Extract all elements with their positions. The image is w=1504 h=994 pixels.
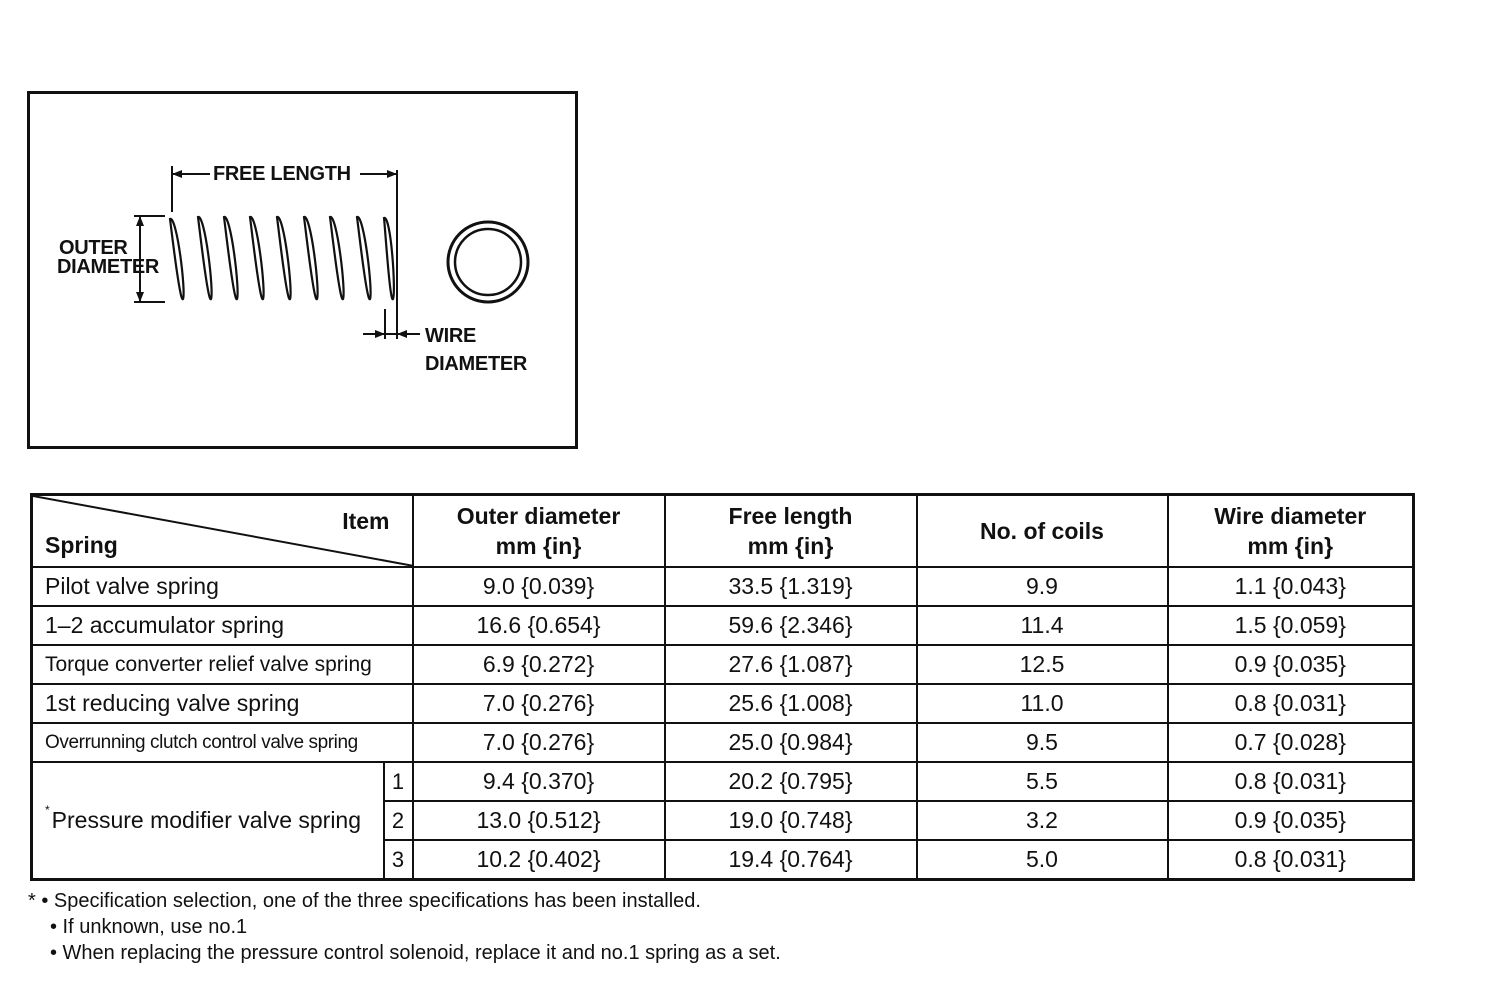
free-length-value: 25.0 {0.984}	[665, 723, 917, 762]
wire-diameter-value: 0.9 {0.035}	[1168, 645, 1414, 684]
header-wire-diameter-title: Wire diameter	[1214, 503, 1367, 529]
wire-diameter-value: 0.7 {0.028}	[1168, 723, 1414, 762]
variant-number: 3	[384, 840, 413, 880]
outer-diameter-value: 9.4 {0.370}	[413, 762, 665, 801]
header-wire-diameter	[1168, 495, 1414, 568]
outer-diameter-label-2: DIAMETER	[57, 256, 160, 278]
wire-diameter-value: 1.1 {0.043}	[1168, 567, 1414, 606]
footnote-unknown: • If unknown, use no.1	[50, 916, 248, 938]
coils-value: 11.0	[917, 684, 1168, 723]
coils-value: 9.9	[917, 567, 1168, 606]
spring-name: Pilot valve spring	[32, 567, 413, 606]
table-header-row	[32, 495, 1414, 568]
free-length-value: 19.0 {0.748}	[665, 801, 917, 840]
header-free-length	[665, 495, 917, 568]
header-item: Item	[342, 508, 390, 534]
table-row	[32, 684, 1414, 723]
coils-value: 5.5	[917, 762, 1168, 801]
footnote-replacement: • When replacing the pressure control solenoid, replace it and no.1 spring as a set.	[50, 942, 781, 964]
outer-diameter-value: 7.0 {0.276}	[413, 723, 665, 762]
free-length-value: 33.5 {1.319}	[665, 567, 917, 606]
table-row	[32, 606, 1414, 645]
free-length-value: 20.2 {0.795}	[665, 762, 917, 801]
wire-diameter-value: 0.8 {0.031}	[1168, 840, 1414, 880]
wire-diameter-value: 0.8 {0.031}	[1168, 684, 1414, 723]
header-coils: No. of coils	[917, 495, 1168, 568]
spring-name: Torque converter relief valve spring	[32, 645, 413, 684]
table-row	[32, 645, 1414, 684]
table-row	[32, 567, 1414, 606]
spring-name: 1–2 accumulator spring	[32, 606, 413, 645]
wire-diameter-value: 0.9 {0.035}	[1168, 801, 1414, 840]
outer-diameter-value: 16.6 {0.654}	[413, 606, 665, 645]
coils-value: 5.0	[917, 840, 1168, 880]
coils-value: 11.4	[917, 606, 1168, 645]
wire-diameter-label: WIRE	[425, 325, 477, 347]
spring-dimension-figure	[27, 91, 578, 449]
footnotes	[28, 888, 781, 966]
coils-value: 12.5	[917, 645, 1168, 684]
free-length-value: 19.4 {0.764}	[665, 840, 917, 880]
header-free-length-title: Free length	[728, 503, 853, 529]
free-length-value: 27.6 {1.087}	[665, 645, 917, 684]
footnote-selection: * • Specification selection, one of the three specifications has been installed.	[28, 890, 701, 912]
outer-diameter-label: OUTER	[59, 237, 128, 259]
header-outer-diameter	[413, 495, 665, 568]
header-spring: Spring	[45, 532, 118, 558]
variant-number: 1	[384, 762, 413, 801]
pressure-modifier-spring-name	[32, 762, 384, 880]
header-outer-diameter-title: Outer diameter	[456, 503, 621, 529]
coils-value: 3.2	[917, 801, 1168, 840]
wire-diameter-value: 1.5 {0.059}	[1168, 606, 1414, 645]
outer-diameter-value: 6.9 {0.272}	[413, 645, 665, 684]
spring-spec-table	[30, 493, 1415, 881]
outer-diameter-value: 13.0 {0.512}	[413, 801, 665, 840]
wire-diameter-value: 0.8 {0.031}	[1168, 762, 1414, 801]
header-outer-diameter-unit: mm {in}	[495, 533, 582, 559]
pressure-modifier-label: Pressure modifier valve spring	[51, 807, 362, 833]
variant-number: 2	[384, 801, 413, 840]
coils-value: 9.5	[917, 723, 1168, 762]
header-corner-cell	[32, 495, 413, 568]
free-length-label: FREE LENGTH	[213, 163, 351, 185]
table-row	[32, 762, 1414, 801]
outer-diameter-value: 10.2 {0.402}	[413, 840, 665, 880]
free-length-value: 25.6 {1.008}	[665, 684, 917, 723]
header-free-length-unit: mm {in}	[747, 533, 834, 559]
asterisk-mark: *	[45, 803, 50, 817]
spring-name: Overrunning clutch control valve spring	[32, 723, 413, 762]
spring-name: 1st reducing valve spring	[32, 684, 413, 723]
free-length-value: 59.6 {2.346}	[665, 606, 917, 645]
outer-diameter-value: 7.0 {0.276}	[413, 684, 665, 723]
wire-diameter-label-2: DIAMETER	[425, 353, 528, 375]
outer-diameter-value: 9.0 {0.039}	[413, 567, 665, 606]
header-wire-diameter-unit: mm {in}	[1247, 533, 1334, 559]
table-row	[32, 723, 1414, 762]
